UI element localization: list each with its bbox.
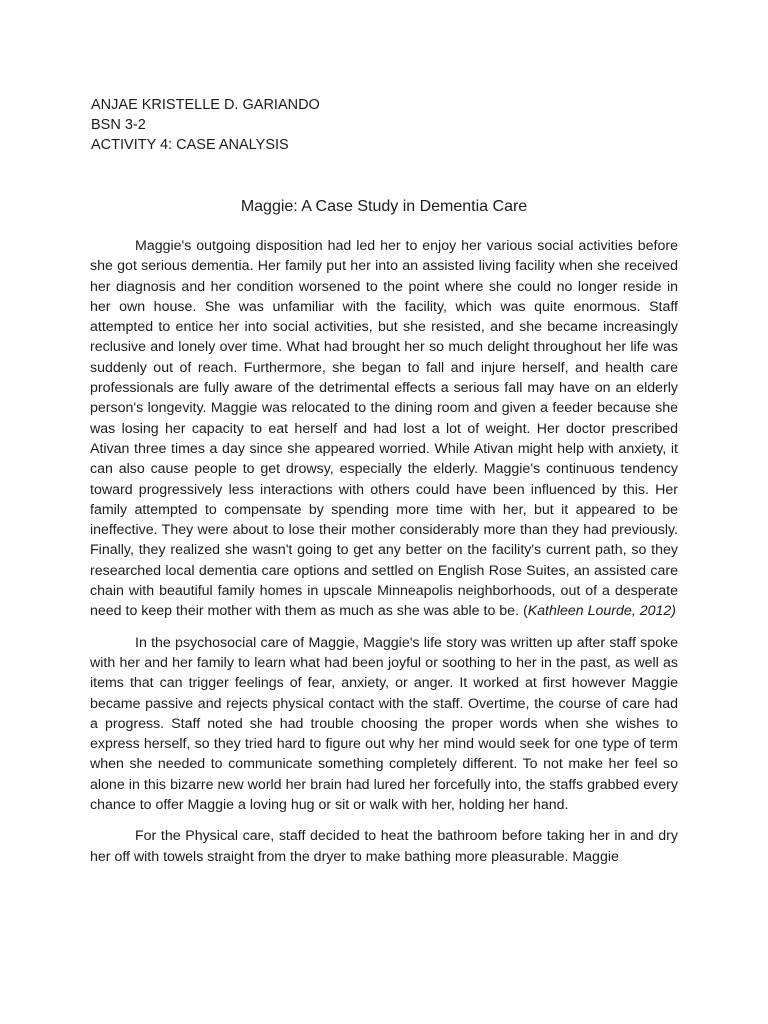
paragraph-1-text: Maggie's outgoing disposition had led her to enjoy her various social activities before she got serious dementia. Her family put her into an assisted living facility when she received her diagnosis and her condition worsened to the point where she could no longer reside in her own house. She was unfamiliar with the facility, which was quite enormous. Staff attempted to entice her into social activities, but she resisted, and she became increasingly reclusive and lonely over time. What had brought her so much delight throughout her life was suddenly out of reach. Furthermore, she began to fall and injure herself, and health care professionals are fully aware of the detrimental effects a serious fall may have on an elderly person's longevity. Maggie was relocated to the dining room and given a feeder because she was losing her capacity to eat herself and had lost a lot of weight. Her doctor prescribed Ativan three times a day since she appeared worried. While Ativan might help with anxiety, it can also cause people to get drowsy, especially the elderly. Maggie's continuous tendency toward progressively less interactions with others could have been influenced by this. Her family attempted to compensate by spending more time with her, but it appeared to be ineffective. They were about to lose their mother considerably more than they had previously. Finally, they realized she wasn't going to get any better on the facility's current path, so they researched local dementia care options and settled on English Rose Suites, an assisted care chain with beautiful family homes in upscale Minneapolis neighborhoods, out of a desperate need to keep their mother with them as much as she was able to be. ( <box>90 238 678 620</box>
paragraph-1 <box>90 236 678 622</box>
author-name: ANJAE KRISTELLE D. GARIANDO <box>91 97 320 113</box>
paragraph-2: In the psychosocial care of Maggie, Maggie's life story was written up after staff spoke with her and her family to learn what had been joyful or soothing to her in the past, as well as items that can trigger feelings of fear, anxiety, or anger. It worked at first however Maggie became passive and rejects physical contact with the staff. Overtime, the course of care had a progress. Staff noted she had trouble choosing the proper words when she wishes to express herself, so they tried hard to figure out why her mind would seek for one type of term when she needed to communicate something completely different. To not make her feel so alone in this bizarre new world her brain had lured her forcefully into, the staffs grabbed every chance to offer Maggie a loving hug or sit or walk with her, holding her hand. <box>90 634 678 814</box>
paragraph-3: For the Physical care, staff decided to heat the bathroom before taking her in and dry her off with towels straight from the dryer to make bathing more pleasurable. Maggie <box>90 828 678 865</box>
section-label: BSN 3-2 <box>91 117 146 133</box>
document-title: Maggie: A Case Study in Dementia Care <box>240 198 528 215</box>
document-body <box>90 236 678 867</box>
document-header <box>91 95 320 155</box>
activity-label: ACTIVITY 4: CASE ANALYSIS <box>91 137 289 153</box>
citation: Kathleen Lourde, 2012) <box>527 603 676 620</box>
